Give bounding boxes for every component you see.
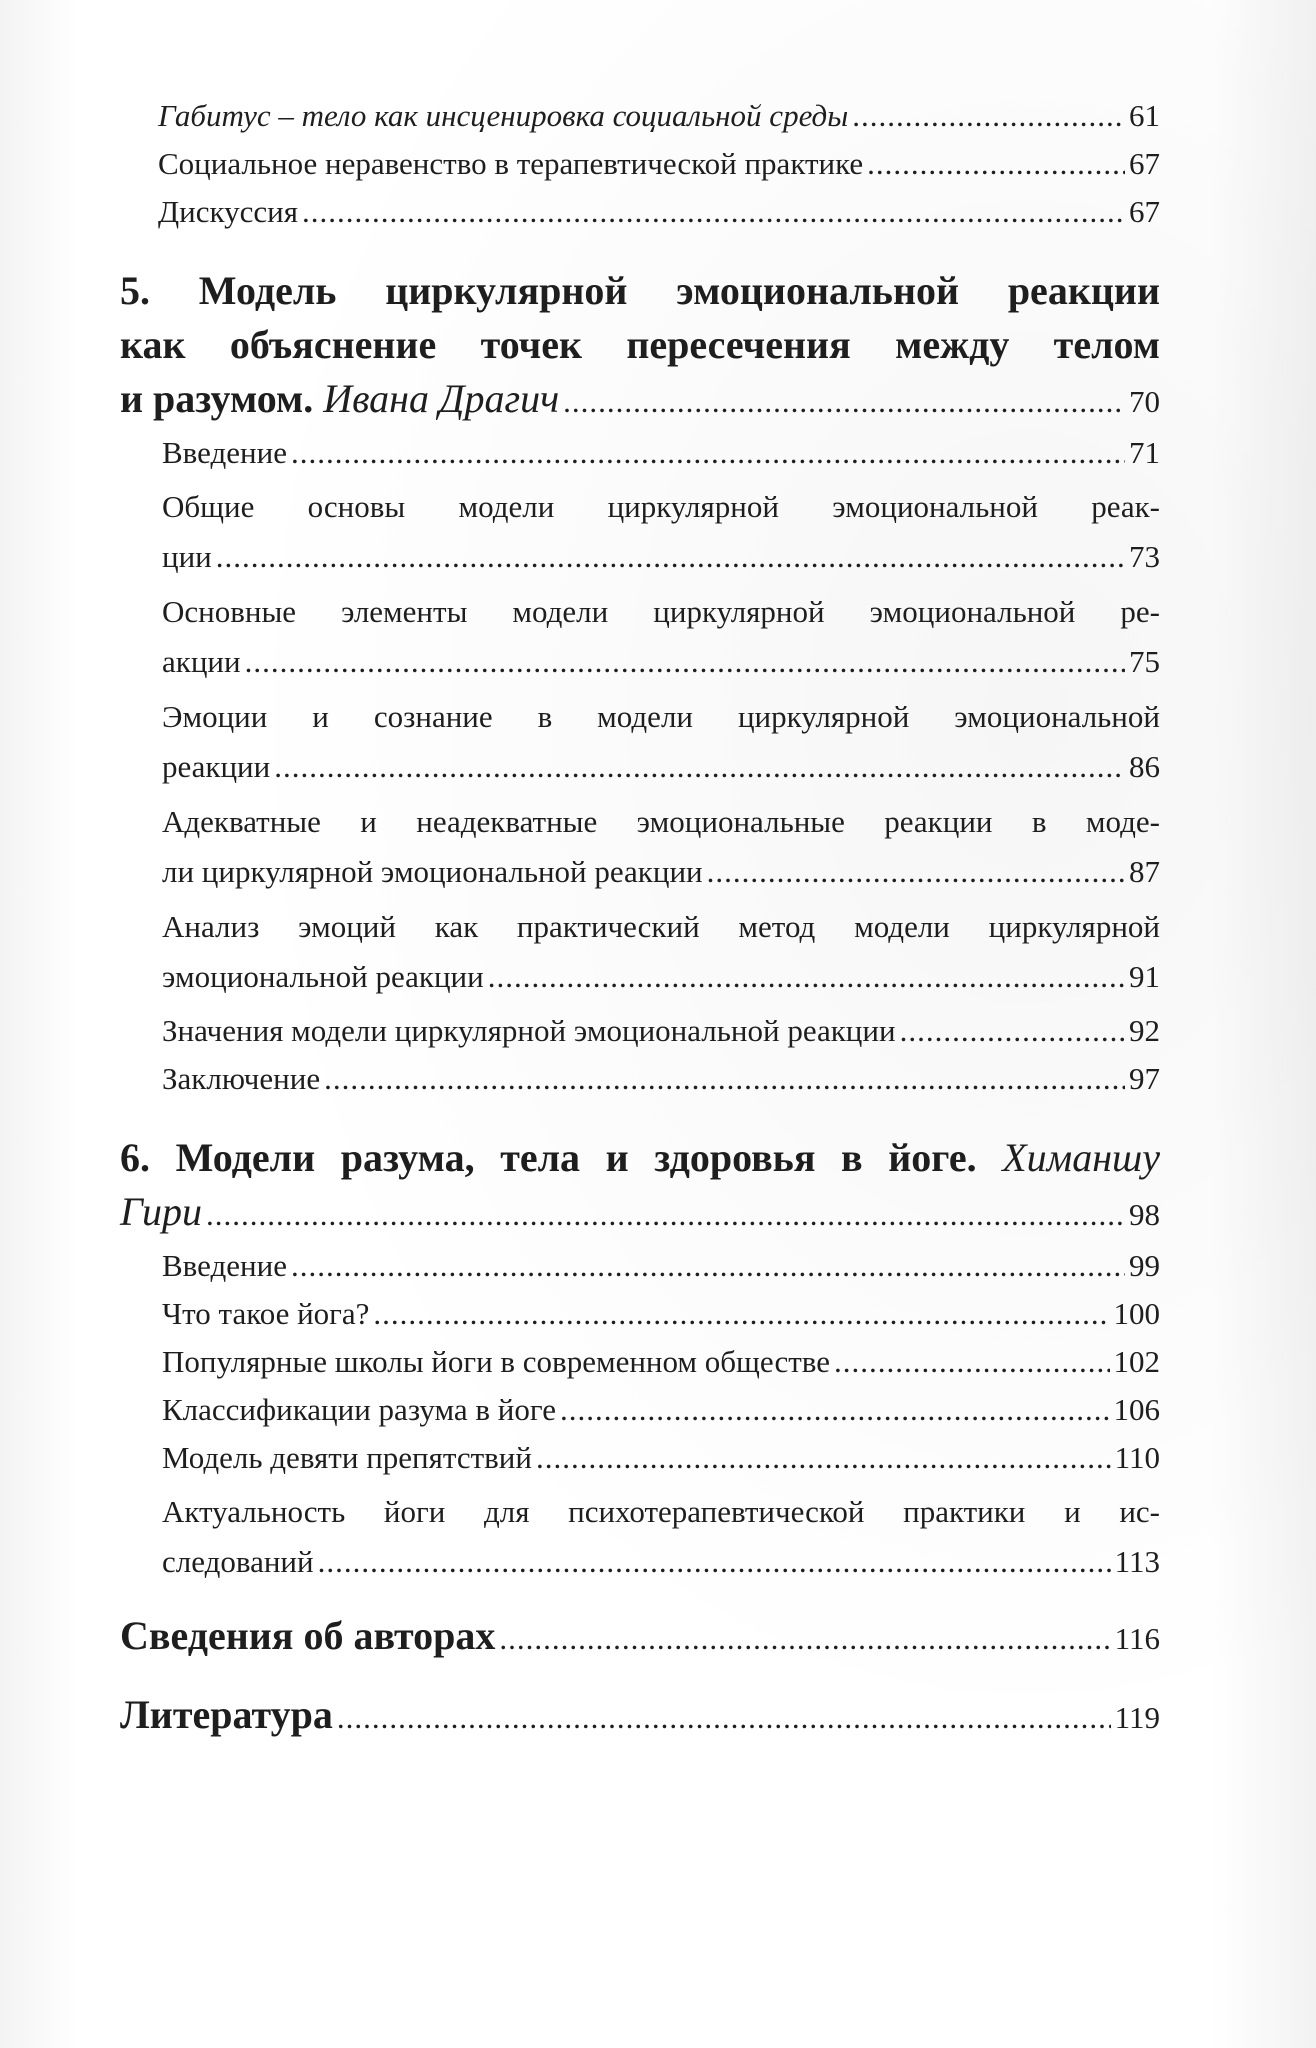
toc-entry-title: Дискуссия <box>158 194 298 229</box>
toc-entry-title: Основные элементы модели циркулярной эмоциональной ре- <box>162 594 1160 629</box>
dot-leader <box>852 92 1125 140</box>
toc-entry-title: Габитус – тело как инсценировка социальной среды <box>158 98 849 133</box>
toc-entry-title: Значения модели циркулярной эмоциональной реакции <box>162 1013 896 1048</box>
dot-leader <box>488 952 1125 1002</box>
dot-leader <box>245 637 1125 687</box>
toc-entry-title: Модель девяти препятствий <box>162 1440 532 1475</box>
toc-page-number: 87 <box>1129 854 1160 889</box>
toc-entry <box>120 482 1160 582</box>
chapter-title: 6. Модели разума, тела и здоровья в йоге. <box>120 1135 977 1180</box>
chapter-5-heading <box>120 264 1160 429</box>
dot-leader <box>206 1188 1125 1242</box>
toc-page-number: 91 <box>1129 959 1160 994</box>
toc-page-number: 70 <box>1129 384 1160 419</box>
toc-page-number: 61 <box>1129 98 1160 133</box>
toc-entry-title-end: акции <box>162 644 241 679</box>
toc-page-number: 110 <box>1114 1440 1160 1475</box>
chapter-title-line <box>120 372 1160 429</box>
toc-entry <box>120 1007 1160 1055</box>
toc-entry-title-end: следований <box>162 1544 314 1579</box>
dot-leader <box>291 1242 1125 1290</box>
table-of-contents <box>120 92 1160 1745</box>
toc-entry <box>120 692 1160 792</box>
chapter-title-line <box>120 1131 1160 1185</box>
toc-entry-title: Заключение <box>162 1061 321 1096</box>
toc-entry-title: Актуальность йоги для психотерапевтической практики и ис- <box>162 1494 1160 1529</box>
toc-entry <box>120 1290 1160 1338</box>
chapter-title-line <box>120 1185 1160 1242</box>
dot-leader <box>216 532 1125 582</box>
toc-entry <box>120 188 1160 236</box>
toc-page-number: 97 <box>1129 1061 1160 1096</box>
toc-entry-title: Эмоции и сознание в модели циркулярной эмоциональной <box>162 699 1160 734</box>
toc-entry <box>120 1242 1160 1290</box>
toc-entry-title: Адекватные и неадекватные эмоциональные реакции в моде- <box>162 804 1160 839</box>
dot-leader <box>302 188 1125 236</box>
dot-leader <box>900 1007 1125 1055</box>
toc-page-number: 67 <box>1129 146 1160 181</box>
toc-entry-title-end: эмоциональной реакции <box>162 959 484 994</box>
toc-entry-last-line <box>162 1537 1160 1587</box>
toc-entry-title: Введение <box>162 1248 287 1283</box>
toc-page-number: 71 <box>1129 435 1160 470</box>
toc-page-number: 102 <box>1113 1344 1160 1379</box>
toc-entry-last-line <box>162 952 1160 1002</box>
toc-entry <box>120 1386 1160 1434</box>
dot-leader <box>536 1434 1111 1482</box>
toc-entry <box>120 902 1160 1002</box>
dot-leader <box>337 1691 1111 1745</box>
toc-entry-title: Анализ эмоций как практический метод модели циркулярной <box>162 909 1160 944</box>
toc-page-number: 86 <box>1129 749 1160 784</box>
toc-page-number: 119 <box>1114 1700 1160 1735</box>
dot-leader <box>373 1290 1109 1338</box>
toc-entry-title: Социальное неравенство в терапевтической практике <box>158 146 864 181</box>
toc-entry-title: Что такое йога? <box>162 1296 370 1331</box>
toc-page-number: 99 <box>1129 1248 1160 1283</box>
toc-entry <box>120 1055 1160 1103</box>
toc-entry-last-line <box>162 637 1160 687</box>
toc-page-number: 75 <box>1129 644 1160 679</box>
toc-entry-title: Классификации разума в йоге <box>162 1392 556 1427</box>
dot-leader <box>499 1612 1110 1666</box>
toc-entry-last-line <box>162 847 1160 897</box>
toc-entry <box>120 1434 1160 1482</box>
toc-entry-title: Популярные школы йоги в современном обществе <box>162 1344 830 1379</box>
toc-page-number: 73 <box>1129 539 1160 574</box>
toc-page-number: 98 <box>1129 1197 1160 1232</box>
dot-leader <box>867 140 1125 188</box>
dot-leader <box>274 742 1125 792</box>
toc-entry-title-end: ли циркулярной эмоциональной реакции <box>162 854 703 889</box>
dot-leader <box>324 1055 1125 1103</box>
toc-entry <box>120 140 1160 188</box>
toc-major-entry-authors <box>120 1609 1160 1666</box>
toc-entry-title-end: реакции <box>162 749 271 784</box>
toc-page-number: 67 <box>1129 194 1160 229</box>
dot-leader <box>318 1537 1111 1587</box>
toc-entry-title: Литература <box>120 1692 333 1737</box>
chapter-6-heading <box>120 1131 1160 1242</box>
toc-entry <box>120 1338 1160 1386</box>
chapter-title-line: 5. Модель циркулярной эмоциональной реакции <box>120 268 1160 313</box>
chapter-title-line: как объяснение точек пересечения между телом <box>120 322 1160 367</box>
toc-page-number: 100 <box>1113 1296 1160 1331</box>
toc-entry <box>120 429 1160 477</box>
toc-page-number: 113 <box>1114 1544 1160 1579</box>
toc-entry-last-line <box>162 742 1160 792</box>
toc-entry-title: Общие основы модели циркулярной эмоциональной реак- <box>162 489 1160 524</box>
dot-leader <box>563 375 1125 429</box>
toc-entry <box>120 587 1160 687</box>
dot-leader <box>834 1338 1110 1386</box>
toc-page-number: 106 <box>1113 1392 1160 1427</box>
toc-entry <box>120 797 1160 897</box>
chapter-author-end: Гири <box>120 1189 202 1234</box>
toc-page-number: 92 <box>1129 1013 1160 1048</box>
toc-entry <box>120 92 1160 140</box>
toc-entry-title-end: ции <box>162 539 212 574</box>
dot-leader <box>707 847 1125 897</box>
chapter-author: Ивана Драгич <box>323 376 560 421</box>
toc-page-number: 116 <box>1114 1621 1160 1656</box>
dot-leader <box>291 429 1125 477</box>
toc-entry-title: Введение <box>162 435 287 470</box>
toc-entry-title: Сведения об авторах <box>120 1613 496 1658</box>
toc-major-entry-literature <box>120 1688 1160 1745</box>
chapter-author: Химаншу <box>1002 1135 1160 1180</box>
toc-entry-last-line <box>162 532 1160 582</box>
toc-entry <box>120 1487 1160 1587</box>
chapter-title-end: и разумом. <box>120 376 314 421</box>
dot-leader <box>560 1386 1110 1434</box>
